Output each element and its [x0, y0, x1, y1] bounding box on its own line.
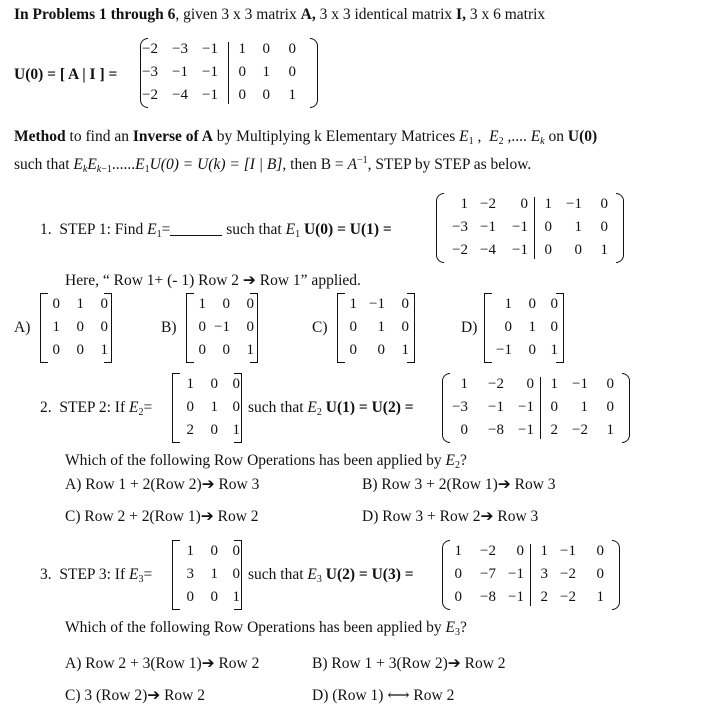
matrix-cell: 1: [238, 41, 246, 57]
matrix-cell: 0: [288, 64, 296, 80]
matrix-cell: 0: [52, 342, 60, 358]
matrix-cell: −7: [480, 566, 496, 582]
matrix-cell: −1: [172, 64, 188, 80]
step1-choice-label[interactable]: B): [161, 319, 177, 336]
matrix-cell: −1: [512, 242, 528, 258]
matrix-cell: 0: [262, 41, 270, 57]
matrix-cell: −2: [480, 196, 496, 212]
matrix-cell: 0: [550, 296, 558, 312]
matrix-cell: 0: [238, 64, 246, 80]
matrix-cell: −1: [202, 87, 218, 103]
matrix-cell: −1: [518, 422, 534, 438]
method-line-1: Method to find an Inverse of A by Multiplying k Elementary Matrices $E_1$ , $E_2$ ,.... $E_k$ on U(0): [14, 128, 598, 147]
matrix-cell: 0: [222, 296, 230, 312]
matrix-cell: 1: [401, 342, 409, 358]
matrix-cell: 2: [550, 422, 558, 438]
matrix-cell: 0: [454, 566, 462, 582]
matrix-cell: 1: [232, 589, 240, 605]
matrix-row: [484, 342, 564, 364]
matrix-cell: 0: [520, 196, 528, 212]
step1-line: 1. STEP 1: Find $E_1=$ such that $E_1$ U(0) = U(1) =: [40, 221, 392, 240]
matrix-cell: 1: [504, 296, 512, 312]
step1-choice-matrix[interactable]: [484, 293, 564, 363]
matrix-cell: 1: [246, 342, 254, 358]
matrix-cell: 0: [76, 319, 84, 335]
matrix-cell: 0: [246, 319, 254, 335]
matrix-row: [484, 296, 564, 318]
step1-choice-matrix[interactable]: [337, 293, 415, 363]
step2-line: 2. STEP 2: If $E_2=$: [40, 399, 153, 418]
matrix-cell: 1: [574, 219, 582, 235]
matrix-cell: −1: [512, 219, 528, 235]
matrix-cell: 0: [526, 376, 534, 392]
matrix-row: [442, 376, 630, 398]
matrix-cell: 1: [52, 319, 60, 335]
matrix-cell: 1: [262, 64, 270, 80]
matrix-cell: 0: [454, 589, 462, 605]
matrix-cell: 0: [606, 376, 614, 392]
matrix-cell: 0: [349, 342, 357, 358]
matrix-cell: 0: [528, 296, 536, 312]
matrix-cell: 0: [574, 242, 582, 258]
matrix-cell: 1: [540, 543, 548, 559]
matrix-cell: 0: [262, 87, 270, 103]
matrix-cell: 0: [460, 422, 468, 438]
step1-choice-label[interactable]: A): [14, 319, 31, 336]
step3-option-d[interactable]: D) (Row 1) ⟷ Row 2: [312, 687, 455, 704]
matrix-row: [172, 376, 242, 398]
matrix-row: [442, 589, 620, 611]
matrix-row: [186, 319, 258, 341]
matrix-cell: 1: [550, 376, 558, 392]
step3-option-a[interactable]: A) Row 2 + 3(Row 1)➔ Row 2: [65, 655, 260, 672]
step3-option-c[interactable]: C) 3 (Row 2)➔ Row 2: [65, 687, 205, 704]
matrix-row: [40, 319, 112, 341]
matrix-cell: 0: [232, 376, 240, 392]
matrix-cell: 1: [210, 399, 218, 415]
matrix-row: [172, 399, 242, 421]
matrix-cell: 0: [232, 543, 240, 559]
matrix-cell: −2: [142, 87, 158, 103]
matrix-row: [172, 566, 242, 588]
matrix-cell: −2: [560, 566, 576, 582]
matrix-cell: 1: [596, 589, 604, 605]
matrix-cell: −2: [452, 242, 468, 258]
matrix-cell: −1: [214, 319, 230, 335]
matrix-cell: −4: [480, 242, 496, 258]
matrix-cell: 0: [246, 296, 254, 312]
matrix-cell: 0: [600, 219, 608, 235]
matrix-row: [172, 422, 242, 444]
matrix-cell: 0: [238, 87, 246, 103]
matrix-row: [40, 342, 112, 364]
step2-option-c[interactable]: C) Row 2 + 2(Row 1)➔ Row 2: [65, 508, 259, 525]
matrix-cell: 0: [186, 589, 194, 605]
matrix-cell: −8: [488, 422, 504, 438]
matrix-cell: −1: [480, 219, 496, 235]
matrix-cell: 0: [100, 319, 108, 335]
matrix-cell: 0: [401, 319, 409, 335]
matrix-cell: 2: [540, 589, 548, 605]
matrix-cell: 0: [596, 566, 604, 582]
matrix-row: [436, 242, 624, 264]
matrix-cell: −2: [560, 589, 576, 605]
u0-label: U(0) = [ A | I ] =: [14, 66, 118, 83]
matrix-cell: 1: [550, 342, 558, 358]
matrix-cell: 3: [540, 566, 548, 582]
matrix-cell: 0: [600, 196, 608, 212]
matrix-cell: −1: [560, 543, 576, 559]
matrix-cell: −1: [508, 566, 524, 582]
matrix-cell: 0: [232, 566, 240, 582]
matrix-cell: 0: [544, 219, 552, 235]
matrix-row: [442, 399, 630, 421]
matrix-cell: 0: [550, 399, 558, 415]
matrix-row: [140, 41, 318, 63]
matrix-row: [442, 543, 620, 565]
matrix-row: [186, 342, 258, 364]
matrix-cell: 1: [76, 296, 84, 312]
matrix-row: [436, 219, 624, 241]
step3-matrix: [442, 540, 620, 610]
matrix-cell: −1: [202, 64, 218, 80]
matrix-cell: 0: [76, 342, 84, 358]
step2-question: Which of the following Row Operations has been applied by $E_2$?: [65, 452, 467, 471]
matrix-cell: 1: [600, 242, 608, 258]
method-line-2: such that $E_kE_{k-1}......E_1U(0) = U(k) = [I$ | B], then $B = A^{-1}$, STEP by STEP as below.: [14, 155, 532, 175]
matrix-cell: 0: [210, 589, 218, 605]
matrix-cell: 1: [528, 319, 536, 335]
matrix-cell: −2: [572, 422, 588, 438]
matrix-cell: 1: [580, 399, 588, 415]
matrix-cell: −1: [202, 41, 218, 57]
matrix-cell: 0: [232, 399, 240, 415]
matrix-cell: 0: [210, 422, 218, 438]
matrix-cell: 0: [596, 543, 604, 559]
matrix-cell: −2: [142, 41, 158, 57]
matrix-row: [337, 296, 415, 318]
matrix-cell: 0: [198, 319, 206, 335]
matrix-cell: 0: [528, 342, 536, 358]
matrix-cell: 0: [606, 399, 614, 415]
matrix-cell: 0: [198, 342, 206, 358]
step2-option-b[interactable]: B) Row 3 + 2(Row 1)➔ Row 3: [362, 476, 556, 493]
matrix-cell: −1: [518, 399, 534, 415]
matrix-cell: −1: [508, 589, 524, 605]
matrix-cell: 0: [349, 319, 357, 335]
matrix-row: [140, 87, 318, 109]
step1-choice-label[interactable]: C): [312, 319, 328, 336]
step2-matrix: [442, 373, 630, 443]
matrix-cell: 0: [100, 296, 108, 312]
matrix-cell: 1: [377, 319, 385, 335]
matrix-cell: 0: [544, 242, 552, 258]
matrix-cell: 0: [516, 543, 524, 559]
matrix-cell: −2: [480, 543, 496, 559]
matrix-cell: 0: [52, 296, 60, 312]
matrix-cell: 1: [454, 543, 462, 559]
matrix-cell: −3: [452, 219, 468, 235]
matrix-cell: 1: [210, 566, 218, 582]
matrix-row: [186, 296, 258, 318]
matrix-cell: 1: [232, 422, 240, 438]
step1-blank: [170, 221, 222, 236]
matrix-row: [442, 422, 630, 444]
matrix-cell: 0: [210, 376, 218, 392]
step1-choice-matrix[interactable]: [186, 293, 258, 363]
matrix-row: [172, 543, 242, 565]
matrix-row: [484, 319, 564, 341]
matrix-cell: 1: [460, 196, 468, 212]
intro-prefix: In Problems 1 through 6: [14, 6, 176, 23]
intro-line: In Problems 1 through 6, given 3 x 3 matrix A, 3 x 3 identical matrix I, 3 x 6 matrix: [14, 6, 546, 23]
matrix-cell: 1: [100, 342, 108, 358]
matrix-cell: −1: [496, 342, 512, 358]
step2-formula: such that $E_2$ U(1) = U(2) =: [248, 399, 414, 418]
matrix-cell: −1: [572, 376, 588, 392]
matrix-cell: 0: [186, 399, 194, 415]
matrix-cell: −2: [488, 376, 504, 392]
matrix-cell: −1: [488, 399, 504, 415]
step1-matrix: [436, 193, 624, 263]
matrix-cell: 0: [288, 41, 296, 57]
matrix-cell: 1: [349, 296, 357, 312]
matrix-cell: 1: [186, 543, 194, 559]
matrix-cell: 1: [198, 296, 206, 312]
matrix-cell: −1: [369, 296, 385, 312]
step2-option-a[interactable]: A) Row 1 + 2(Row 2)➔ Row 3: [65, 476, 260, 493]
matrix-cell: 0: [222, 342, 230, 358]
matrix-cell: 2: [186, 422, 194, 438]
matrix-cell: 0: [550, 319, 558, 335]
matrix-cell: 0: [377, 342, 385, 358]
matrix-cell: −4: [172, 87, 188, 103]
matrix-cell: −8: [480, 589, 496, 605]
matrix-cell: −3: [172, 41, 188, 57]
matrix-cell: 1: [186, 376, 194, 392]
step3-formula: such that $E_3$ U(2) = U(3) =: [248, 566, 414, 585]
matrix-row: [442, 566, 620, 588]
step1-choice-label[interactable]: D): [461, 319, 478, 336]
matrix-cell: 0: [401, 296, 409, 312]
matrix-cell: 1: [606, 422, 614, 438]
step1-here: Here, “ Row 1+ (- 1) Row 2 ➔ Row 1” applied.: [65, 272, 361, 289]
matrix-cell: −3: [142, 64, 158, 80]
step3-line: 3. STEP 3: If $E_3=$: [40, 566, 153, 585]
matrix-row: [337, 342, 415, 364]
matrix-cell: 1: [460, 376, 468, 392]
matrix-row: [436, 196, 624, 218]
matrix-cell: 3: [186, 566, 194, 582]
matrix-row: [140, 64, 318, 86]
step3-option-b[interactable]: B) Row 1 + 3(Row 2)➔ Row 2: [312, 655, 506, 672]
step2-e-matrix: [172, 373, 242, 443]
matrix-row: [40, 296, 112, 318]
matrix-cell: −1: [566, 196, 582, 212]
matrix-cell: 1: [544, 196, 552, 212]
step2-option-d[interactable]: D) Row 3 + Row 2➔ Row 3: [362, 508, 539, 525]
matrix-row: [337, 319, 415, 341]
matrix-row: [172, 589, 242, 611]
step3-e-matrix: [172, 540, 242, 610]
step1-choice-matrix[interactable]: [40, 293, 112, 363]
matrix-cell: 1: [288, 87, 296, 103]
matrix-cell: −3: [452, 399, 468, 415]
matrix-cell: 0: [210, 543, 218, 559]
u0-matrix: [140, 38, 318, 108]
matrix-cell: 0: [504, 319, 512, 335]
step3-question: Which of the following Row Operations has been applied by $E_3$?: [65, 619, 467, 638]
